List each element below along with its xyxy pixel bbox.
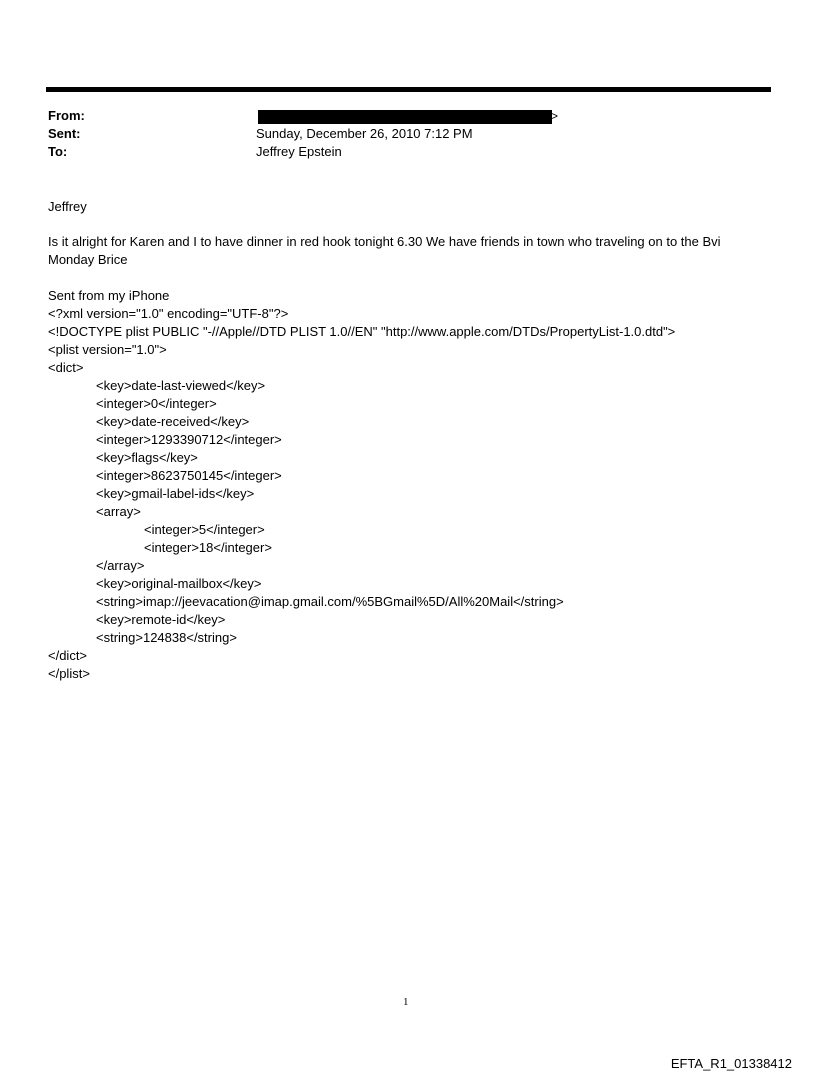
plist-line: <integer>8623750145</integer> <box>96 468 282 483</box>
plist-line: </array> <box>96 558 145 573</box>
greeting: Jeffrey <box>48 199 87 214</box>
plist-line: <key>date-received</key> <box>96 414 250 429</box>
plist-line: <?xml version="1.0" encoding="UTF-8"?> <box>48 306 289 321</box>
plist-line: <plist version="1.0"> <box>48 342 167 357</box>
plist-line: <key>original-mailbox</key> <box>96 576 262 591</box>
bates-id: EFTA_R1_01338412 <box>670 1056 792 1071</box>
message-body: Is it alright for Karen and I to have dinner in red hook tonight 6.30 We have friends in town who traveling on to the Bvi Monday Brice <box>48 234 721 267</box>
plist-line: <key>gmail-label-ids</key> <box>96 486 255 501</box>
redaction-block <box>258 110 552 124</box>
plist-line: <integer>18</integer> <box>144 540 272 555</box>
plist-line: <key>date-last-viewed</key> <box>96 378 266 393</box>
plist-line: <integer>0</integer> <box>96 396 217 411</box>
signature: Sent from my iPhone <box>48 288 170 303</box>
plist-line: </dict> <box>48 648 88 663</box>
plist-line: <string>124838</string> <box>96 630 237 645</box>
from-label: From: <box>48 108 85 123</box>
plist-line: <string>imap://jeevacation@imap.gmail.com/%5BGmail%5D/All%20Mail</string> <box>96 594 564 609</box>
plist-line: <key>remote-id</key> <box>96 612 226 627</box>
plist-line: <dict> <box>48 360 84 375</box>
plist-line: <!DOCTYPE plist PUBLIC "-//Apple//DTD PLIST 1.0//EN" "http://www.apple.com/DTDs/PropertyList-1.0.dtd"> <box>48 324 676 339</box>
sent-value: Sunday, December 26, 2010 7:12 PM <box>256 126 473 141</box>
header-rule <box>46 87 771 92</box>
to-label: To: <box>48 144 68 159</box>
plist-line: <integer>1293390712</integer> <box>96 432 282 447</box>
plist-line: <key>flags</key> <box>96 450 198 465</box>
plist-line: </plist> <box>48 666 90 681</box>
plist-line: <array> <box>96 504 141 519</box>
page-number: 1 <box>403 996 409 1008</box>
sent-label: Sent: <box>48 126 81 141</box>
from-value-tail: > <box>551 109 559 123</box>
to-value: Jeffrey Epstein <box>256 144 342 159</box>
plist-line: <integer>5</integer> <box>144 522 265 537</box>
